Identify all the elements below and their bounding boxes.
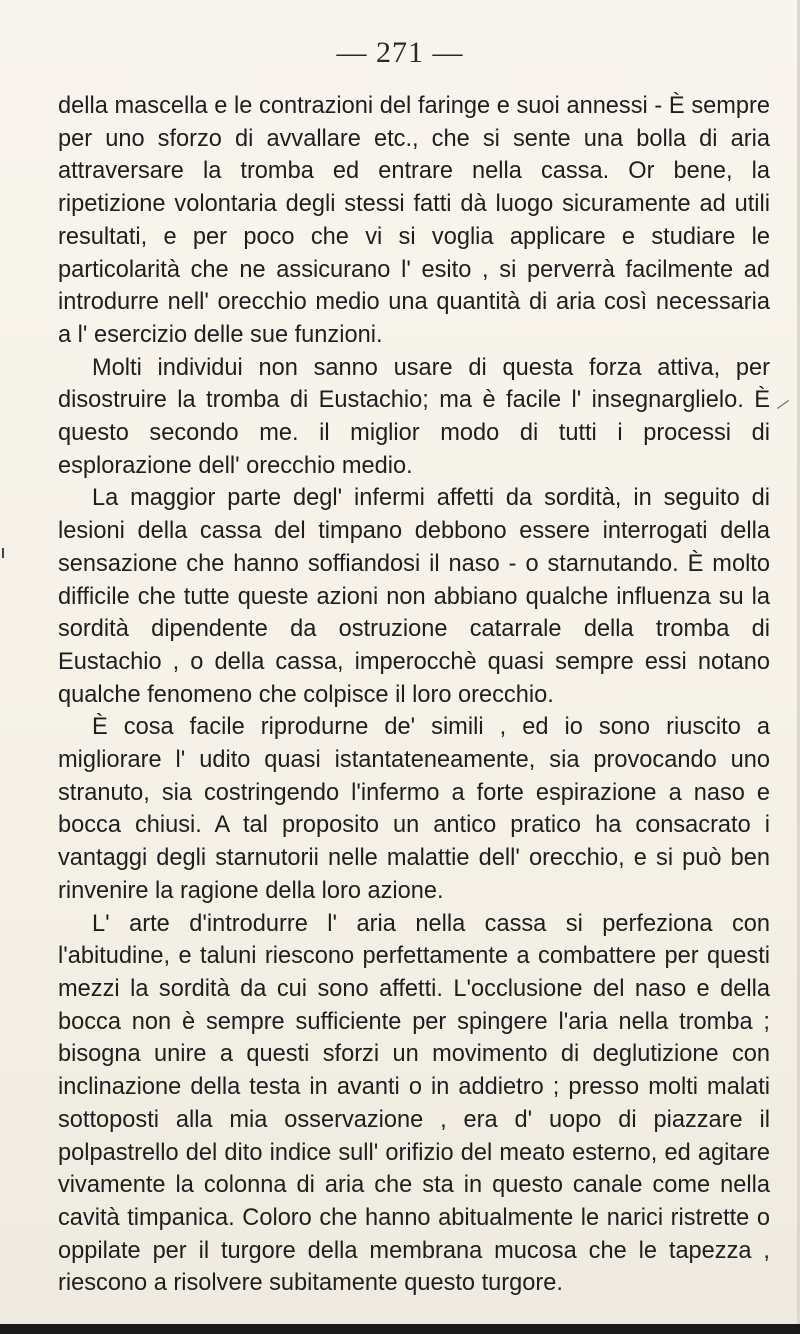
- paragraph-2: Molti individui non sanno usare di questa forza attiva, per disostruire la tromba di Eustachio; ma è facile l' insegnarglielo. È questo secondo me. il miglior modo di tutti i processi di esplorazione dell' orecchio medio.: [58, 354, 770, 479]
- margin-mark: [777, 400, 789, 409]
- page-edge-bottom: [0, 1324, 800, 1334]
- page-number: — 271 —: [336, 36, 464, 69]
- paragraph-1: della mascella e le contrazioni del faringe e suoi annessi - È sempre per uno sforzo di avvallare etc., che si sente una bolla di aria attraversare la tromba ed entrare nella cassa. Or bene, la ripetizione volontaria degli stessi fatti dà luogo sicuramente ad utili resultati, e per poco che vi si voglia applicare e studiare le particolarità che ne assicurano l' esito , si perverrà facilmente ad introdurre nell' orecchio medio una quantità di aria così necessaria a l' esercizio delle sue funzioni.: [58, 93, 770, 348]
- paragraph-4: È cosa facile riprodurne de' simili , ed io sono riuscito a migliorare l' udito quasi istantateneamente, sia provocando uno stranuto, sia costringendo l'infermo a forte espirazione a naso e bocca chiusi. A tal proposito un antico pratico ha consacrato i vantaggi degli starnutorii nelle malattie dell' orecchio, e si può ben rinvenire la ragione della loro azione.: [58, 714, 770, 904]
- paragraph-3: La maggior parte degl' infermi affetti da sordità, in seguito di lesioni della cassa del timpano debbono essere interrogati della sensazione che hanno soffiandosi il naso - o starnutando. È molto difficile che tutte queste azioni non abbiano qualche influenza su la sordità dipendente da ostruzione catarrale della tromba di Eustachio , o della cassa, imperocchè quasi sempre essi notano qualche fenomeno che colpisce il loro orecchio.: [58, 485, 770, 708]
- paragraph-5: L' arte d'introdurre l' aria nella cassa si perfeziona con l'abitudine, e taluni riescono perfettamente a combattere per questi mezzi la sordità da cui sono affetti. L'occlusione del naso e della bocca non è sempre sufficiente per spingere l'aria nella tromba ; bisogna unire a questi sforzi un movimento di deglutizione con inclinazione della testa in avanti o in addietro ; presso molti malati sottoposti alla mia osservazione , era d' uopo di piazzare il polpastrello del dito indice sull' orifizio del meato esterno, ed agitare vivamente la colonna di aria che sta in questo canale come nella cavità timpanica. Coloro che hanno abitualmente le narici ristrette o oppilate per il turgore della membrana mucosa che le tapezza , riescono a risolvere subitamente questo turgore.: [58, 910, 770, 1297]
- body-text: [58, 90, 770, 1300]
- margin-mark-left: [2, 548, 4, 558]
